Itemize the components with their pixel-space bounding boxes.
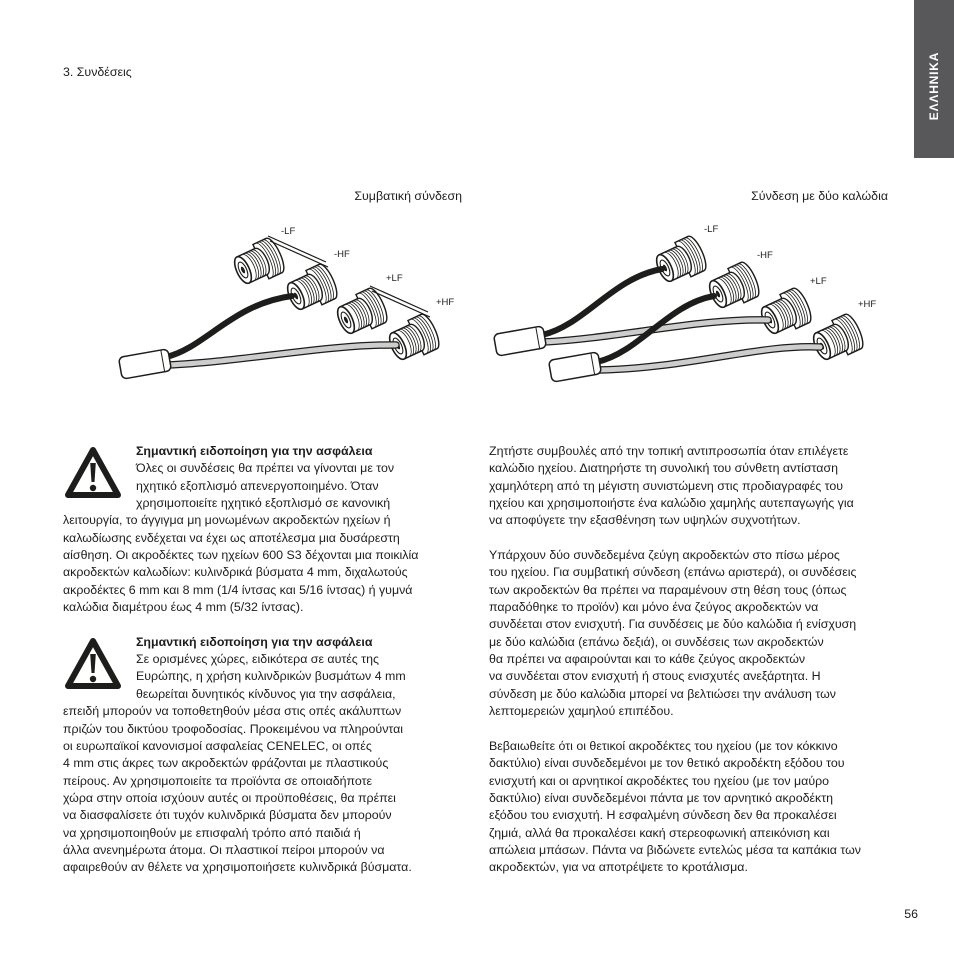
text-line: ηχητικό εξοπλισμό απενεργοποιημένο. Όταν [136, 478, 379, 493]
text-line: καλώδια διαμέτρου έως 4 mm (5/32 ίντσας). [63, 600, 304, 615]
binding-post-neg-lf [651, 234, 709, 288]
binding-post-neg-hf [704, 260, 762, 314]
safety-notice [63, 634, 478, 877]
biwire-connection-caption: Σύνδεση με δύο καλώδια [751, 188, 888, 203]
text-line: Σε ορισμένες χώρες, ειδικότερα σε αυτές της [136, 652, 379, 667]
text-line: συνδέεται στον ενισχυτή. Για συνδέσεις με δύο καλώδια ή ενίσχυση [489, 617, 857, 632]
text-line: Ευρώπης, η χρήση κυλινδρικών βυσμάτων 4 mm [136, 669, 406, 684]
text-line: Όλες οι συνδέσεις θα πρέπει να γίνονται με τον [136, 461, 395, 476]
grey-cable [599, 347, 820, 370]
section-title: 3. Συνδέσεις [63, 64, 132, 79]
black-cable [166, 296, 292, 357]
text-line: θα πρέπει να αφαιρούνται και το κάθε ζεύγος ακροδεκτών [489, 652, 806, 667]
text-line: να διασφαλίσετε ότι τυχόν κυλινδρικά βύσματα δεν μπορούν [63, 808, 392, 823]
text-line: πείρους. Αν χρησιμοποιείτε τα προϊόντα σε οποιαδήποτε [63, 773, 373, 788]
text-line: πριζών του δικτύου τροφοδοσίας. Προκειμένου να πληρούνται [63, 721, 404, 736]
binding-post-neg-hf [282, 262, 340, 316]
binding-post-neg-lf [229, 236, 287, 290]
text-line: να χρησιμοποιηθούν με επισφαλή τρόπο από παιδιά ή [63, 825, 361, 840]
text-line: καλώδιο ηχείου. Διατηρήστε τη συνολική του σύνθετη αντίσταση [489, 461, 838, 476]
text-line: επειδή μπορούν να τοποθετηθούν μέσα στις οπές ακάλυπτων [63, 704, 402, 719]
warning-triangle-icon [63, 445, 123, 501]
binding-post-pos-hf [808, 312, 866, 366]
text-line: του ηχείου. Για συμβατική σύνδεση (επάνω αριστερά), οι συνδέσεις [489, 565, 857, 580]
text-line: Βεβαιωθείτε ότι οι θετικοί ακροδέκτες του ηχείου (με τον κόκκινο [489, 738, 838, 753]
text-line: παραδόθηκε το προϊόν) και μόνο ένα ζεύγος ακροδεκτών να [489, 600, 819, 615]
text-line: λειτουργία, το άγγιγμα μη μονωμένων ακροδεκτών ηχείων ή [63, 513, 391, 528]
terminal-label-neg-hf: -HF [757, 250, 773, 261]
text-line: ζημιά, αλλά θα προκαλέσει κακή στερεοφωνική απεικόνιση και [489, 825, 830, 840]
terminal-label-neg-hf: -HF [334, 249, 350, 260]
text-line: με δύο καλώδια (επάνω δεξιά), οι συνδέσεις των ακροδεκτών [489, 634, 824, 649]
text-line: αφαιρεθούν αν θέλετε να χρησιμοποιήσετε κυλινδρικά βύσματα. [63, 860, 412, 875]
biwire-connection-diagram [488, 215, 900, 390]
paragraph [489, 443, 909, 530]
safety-notice-heading: Σημαντική ειδοποίηση για την ασφάλεια [136, 634, 373, 649]
text-line: 4 mm στις άκρες των ακροδεκτών φράζονται με πλαστικούς [63, 756, 389, 771]
conventional-connection-diagram [110, 215, 470, 385]
paragraph [489, 547, 909, 720]
safety-notice [63, 443, 478, 616]
grey-cable [544, 320, 768, 342]
paragraph [489, 738, 909, 877]
cable-plug [493, 326, 546, 356]
terminal-label-pos-hf: +HF [436, 297, 455, 308]
text-line: ακροδέκτες 6 mm και 8 mm (1/4 ίντσας και 5/16 ίντσας) ή γυμνά [63, 582, 413, 597]
text-line: ενισχυτή και οι αρνητικοί ακροδέκτες του ηχείου (με τον μαύρο [489, 773, 830, 788]
text-line: ακροδεκτών καλωδίων: κυλινδρικά βύσματα 4 mm, διχαλωτούς [63, 565, 408, 580]
text-line: απώλεια μπάσων. Πάντα να βιδώνετε εντελώς μέσα τα καπάκια των [489, 842, 861, 857]
warning-triangle-icon [63, 636, 123, 692]
cable-plug [548, 352, 601, 382]
right-column [489, 443, 909, 877]
terminal-label-pos-hf: +HF [858, 299, 877, 310]
black-cable [597, 296, 714, 362]
language-tab-label: ΕΛΛΗΝΙΚΑ [927, 51, 941, 121]
grey-cable [168, 345, 396, 365]
text-line: Ζητήστε συμβουλές από την τοπική αντιπροσωπία όταν επιλέγετε [489, 444, 849, 458]
terminal-label-pos-lf: +LF [810, 276, 827, 287]
text-line: δακτύλιο) είναι συνδεδεμένοι πάντα με τον αρνητικό ακροδέκτη [489, 790, 834, 805]
text-line: θεωρείται δυνητικός κίνδυνος για την ασφάλεια, [136, 686, 396, 701]
text-line: να συνδέεται στον ενισχυτή ή στους ενισχυτές ανεξάρτητα. Η [489, 669, 821, 684]
binding-post-pos-lf [756, 286, 814, 340]
text-line: ηχείου και χρησιμοποιήστε ένα καλώδιο χαμηλής αυτεπαγωγής για [489, 496, 854, 511]
text-line: χαμηλότερη από τη μέγιστη συνιστώμενη στις προδιαγραφές του [489, 478, 844, 493]
text-line: δακτύλιο) είναι συνδεδεμένοι με τον θετικό ακροδέκτη εξόδου του [489, 756, 845, 771]
text-line: εξόδου του ενισχυτή. Η εσφαλμένη σύνδεση δεν θα προκαλέσει [489, 808, 837, 823]
text-line: λεπτομερειών χαμηλού επιπέδου. [489, 704, 674, 719]
text-line: Υπάρχουν δύο συνδεδεμένα ζεύγη ακροδεκτών στο πίσω μέρος [489, 548, 840, 563]
text-line: αίσθηση. Οι ακροδέκτες των ηχείων 600 S3 δέχονται μια ποικιλία [63, 548, 419, 563]
terminal-label-neg-lf: -LF [281, 226, 296, 237]
conventional-connection-caption: Συμβατική σύνδεση [354, 188, 462, 203]
binding-post-pos-hf [384, 312, 442, 366]
safety-notice-heading: Σημαντική ειδοποίηση για την ασφάλεια [136, 444, 373, 458]
black-cable [542, 269, 662, 335]
terminal-label-pos-lf: +LF [386, 273, 403, 284]
left-column [63, 443, 478, 877]
language-side-tab [914, 0, 954, 158]
terminal-label-neg-lf: -LF [704, 224, 719, 235]
text-line: χώρα στην οποία ισχύουν αυτές οι προϋποθέσεις, θα πρέπει [63, 790, 396, 805]
page-number: 56 [904, 907, 918, 921]
text-line: χρησιμοποιείτε ηχητικό εξοπλισμό σε κανονική [136, 496, 391, 511]
binding-post-pos-lf [332, 286, 390, 340]
text-line: των ακροδεκτών θα πρέπει να παραμένουν στη θέση τους (όπως [489, 582, 847, 597]
text-line: να αποφύγετε την εξασθένηση των υψηλών συχνοτήτων. [489, 513, 801, 528]
text-line: σύνδεση με δύο καλώδια μπορεί να βελτιώσει την ανάλυση των [489, 686, 836, 701]
text-line: οι ευρωπαϊκοί κανονισμοί ασφαλείας CENELEC, οι οπές [63, 738, 372, 753]
text-line: ακροδεκτών, για να αποτρέψετε το κροτάλισμα. [489, 860, 748, 875]
text-line: καλωδίωσης ενδέχεται να έχει ως αποτέλεσμα μια δυσάρεστη [63, 530, 400, 545]
cable-plug [118, 349, 171, 379]
text-line: άλλα ανενημέρωτα άτομα. Οι πλαστικοί πείροι μπορούν να [63, 842, 385, 857]
